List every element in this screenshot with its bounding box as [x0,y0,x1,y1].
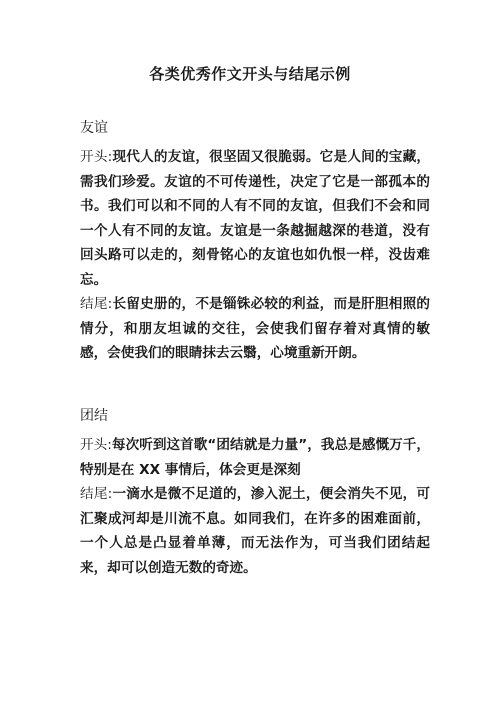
ending-text: 长留史册的，不是锱铢必较的利益，而是肝胆相照的情分，和朋友坦诚的交往，会使我们留存着对真情的敏感，会使我们的眼睛抹去云翳，心境重新开朗。 [80,296,430,361]
section-heading: 团结 [80,408,108,424]
ending-label: 结尾: [80,486,113,502]
opening-text: 现代人的友谊，很坚固又很脆弱。它是人间的宝藏，需我们珍爱。友谊的不可传递性，决定了它是一部孤本的书。我们可以和不同的人有不同的友谊，但我们不会和同一个人有不同的友谊。友谊是一条越掘越深的巷道，没有回头路可以走的，刻骨铭心的友谊也如仇恨一样，没齿难忘。 [80,149,430,288]
opening-paragraph [80,433,430,482]
opening-text: 每次听到这首歌“团结就是力量”，我总是感慨万千，特别是在 XX 事情后，体会更是深刻 [80,437,430,478]
ending-paragraph [80,482,430,580]
section-friendship [80,116,430,366]
ending-paragraph [80,292,430,366]
opening-paragraph [80,145,430,292]
opening-label: 开头: [80,437,112,453]
opening-label: 开头: [80,149,113,165]
section-heading: 友谊 [80,120,108,136]
ending-text: 一滴水是微不足道的，渗入泥土，便会消失不见，可汇聚成河却是川流不息。如同我们，在许多的困难面前，一个人总是凸显着单薄，而无法作为，可当我们团结起来，却可以创造无数的奇迹。 [80,486,430,576]
ending-label: 结尾: [80,296,113,312]
section-unity [80,404,430,580]
document-title: 各类优秀作文开头与结尾示例 [149,65,351,83]
